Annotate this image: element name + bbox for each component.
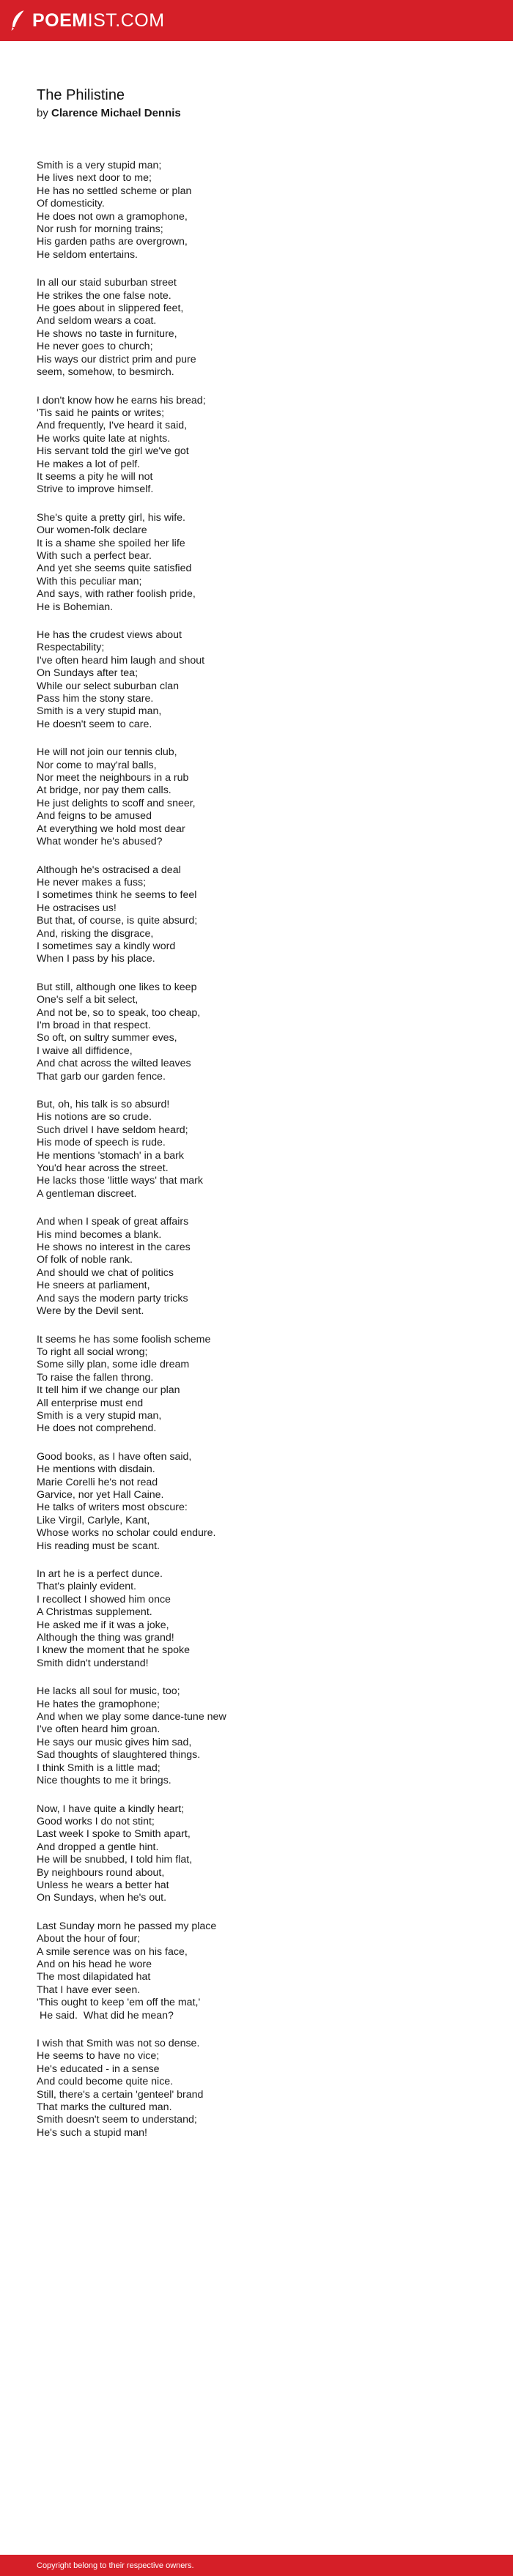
poem-line: Although he's ostracised a deal (37, 864, 181, 876)
stanza (37, 1803, 476, 1905)
author-link[interactable]: Clarence Michael Dennis (51, 107, 181, 119)
poem-line: 'Tis said he paints or writes; (37, 407, 165, 419)
poem-line: Some silly plan, some idle dream (37, 1359, 190, 1371)
poem-line: He lives next door to me; (37, 172, 152, 185)
poem-line: To right all social wrong; (37, 1345, 148, 1358)
poem-line: It tell him if we change our plan (37, 1384, 180, 1397)
logo-text-strong: POEM (32, 10, 88, 31)
poem-line: He has no settled scheme or plan (37, 185, 192, 197)
stanza (37, 1216, 476, 1318)
stanza (37, 1920, 476, 2022)
poem-line: One's self a bit select, (37, 994, 139, 1006)
poem-line: He goes about in slippered feet, (37, 302, 184, 315)
poem-line: Nor meet the neighbours in a rub (37, 772, 189, 784)
poem-title: The Philistine (37, 87, 125, 103)
poem-line: About the hour of four; (37, 1933, 141, 1945)
poem-line: He has the crudest views about (37, 629, 182, 641)
poem-line: He never makes a fuss; (37, 876, 147, 888)
poem-line: He never goes to church; (37, 341, 153, 353)
poem-line: I've often heard him groan. (37, 1723, 160, 1736)
poem-line: He lacks those 'little ways' that mark (37, 1175, 203, 1187)
poem-line: Still, there's a certain 'genteel' brand (37, 2088, 204, 2101)
poem-line: He doesn't seem to care. (37, 718, 152, 730)
poem-line: Smith didn't understand! (37, 1657, 149, 1669)
byline-prefix: by (37, 107, 48, 119)
poem-line: Last Sunday morn he passed my place (37, 1920, 217, 1932)
poem-line: He does not comprehend. (37, 1422, 157, 1435)
poem-line: What wonder he's abused? (37, 836, 163, 848)
poem-line: Were by the Devil sent. (37, 1305, 144, 1318)
poem-line: His mode of speech is rude. (37, 1137, 166, 1149)
poem-line: A Christmas supplement. (37, 1606, 152, 1619)
poem-line: Nice thoughts to me it brings. (37, 1775, 171, 1787)
stanza (37, 981, 476, 1083)
poem-line: I knew the moment that he spoke (37, 1644, 190, 1657)
poem-line: He sneers at parliament, (37, 1280, 150, 1292)
poem-line: I've often heard him laugh and shout (37, 654, 205, 667)
poem-body (37, 160, 476, 2155)
poem-line: With this peculiar man; (37, 575, 142, 587)
poem-line: A smile serence was on his face, (37, 1945, 188, 1958)
stanza (37, 2038, 476, 2139)
poem-line: And when we play some dance-tune new (37, 1711, 226, 1723)
poem-line: At bridge, nor pay them calls. (37, 784, 171, 797)
poem-line: His notions are so crude. (37, 1111, 152, 1124)
poem-line: He lacks all soul for music, too; (37, 1685, 180, 1698)
poem-line: Smith doesn't seem to understand; (37, 2114, 197, 2126)
poem-line: I recollect I showed him once (37, 1593, 171, 1606)
poem-line: That marks the cultured man. (37, 2101, 172, 2114)
poem-line: He will not join our tennis club, (37, 746, 177, 759)
poem-line: He seems to have no vice; (37, 2050, 160, 2063)
poem-line: She's quite a pretty girl, his wife. (37, 511, 186, 524)
poem-line: So oft, on sultry summer eves, (37, 1032, 177, 1044)
quill-pen-icon (10, 10, 26, 31)
poem-line: He talks of writers most obscure: (37, 1502, 188, 1514)
poem-line: Smith is a very stupid man, (37, 705, 162, 718)
poem-line: His garden paths are overgrown, (37, 236, 188, 248)
poem-line: You'd hear across the street. (37, 1162, 169, 1175)
poem-line: He's educated - in a sense (37, 2063, 160, 2075)
poem-line: Pass him the stony stare. (37, 693, 154, 705)
poem-line: He mentions with disdain. (37, 1463, 155, 1476)
poem-line: He said. What did he mean? (37, 2009, 174, 2022)
poem-line: Although the thing was grand! (37, 1632, 174, 1644)
poem-line: His mind becomes a blank. (37, 1228, 162, 1241)
poem-line: Last week I spoke to Smith apart, (37, 1828, 191, 1841)
poem-line: His ways our district prim and pure (37, 353, 196, 365)
poem-line: In all our staid suburban street (37, 277, 177, 289)
poem-line: Nor come to may'ral balls, (37, 759, 157, 771)
poem-line: He mentions 'stomach' in a bark (37, 1149, 184, 1162)
poem-line: Good works I do not stint; (37, 1815, 155, 1827)
site-header (0, 0, 513, 41)
poem-line: And on his head he wore (37, 1958, 152, 1970)
poem-line: But that, of course, is quite absurd; (37, 915, 198, 927)
poem-line: And yet she seems quite satisfied (37, 563, 192, 575)
poem-line: And when I speak of great affairs (37, 1216, 189, 1228)
stanza (37, 512, 476, 614)
poem-line: It seems he has some foolish scheme (37, 1333, 211, 1345)
poem-line: It seems a pity he will not (37, 470, 153, 483)
poem-line: And says, with rather foolish pride, (37, 588, 196, 601)
poem-line: Of folk of noble rank. (37, 1254, 133, 1266)
poem-line: On Sundays, when he's out. (37, 1892, 167, 1904)
poem-line: Good books, as I have often said, (37, 1450, 192, 1463)
poem-line: Now, I have quite a kindly heart; (37, 1803, 185, 1815)
poem-line: Respectability; (37, 642, 105, 654)
poem-line: All enterprise must end (37, 1397, 144, 1409)
poem-line: A gentleman discreet. (37, 1187, 137, 1200)
stanza (37, 395, 476, 497)
poem-line: Whose works no scholar could endure. (37, 1527, 216, 1540)
poem-line: Smith is a very stupid man, (37, 1409, 162, 1422)
poem-line: I sometimes think he seems to feel (37, 889, 197, 902)
poem-line: Such drivel I have seldom heard; (37, 1124, 188, 1136)
poem-line: 'This ought to keep 'em off the mat,' (37, 1997, 201, 2009)
stanza (37, 277, 476, 379)
poem-heading (37, 86, 476, 120)
logo-text-light: IST.COM (87, 10, 165, 31)
poem-line: He shows no taste in furniture, (37, 327, 177, 340)
poem-line: seem, somehow, to besmirch. (37, 366, 174, 379)
copyright-text: Copyright belong to their respective owners. (37, 2561, 194, 2570)
stanza (37, 629, 476, 731)
poem-line: And frequently, I've heard it said, (37, 420, 188, 432)
stanza (37, 1099, 476, 1200)
poem-line: Garvice, nor yet Hall Caine. (37, 1488, 164, 1501)
poem-line: And chat across the wilted leaves (37, 1058, 191, 1070)
poem-line: He seldom entertains. (37, 248, 139, 261)
site-footer (0, 2555, 513, 2576)
poem-line: With such a perfect bear. (37, 549, 152, 562)
poem-line: It is a shame she spoiled her life (37, 537, 185, 549)
poem-line: He makes a lot of pelf. (37, 458, 141, 470)
poem-line: I don't know how he earns his bread; (37, 394, 206, 407)
stanza (37, 864, 476, 966)
poem-line: I sometimes say a kindly word (37, 940, 176, 952)
poem-line: He will be snubbed, I told him flat, (37, 1854, 193, 1866)
poem-line: The most dilapidated hat (37, 1971, 151, 1983)
poem-line: That I have ever seen. (37, 1983, 141, 1996)
poem-line: His reading must be scant. (37, 1540, 160, 1552)
poem-line: He says our music gives him sad, (37, 1736, 192, 1748)
poem-line: He ostracises us! (37, 902, 117, 914)
logo-wordmark (32, 10, 165, 31)
poem-line: He strikes the one false note. (37, 289, 171, 302)
poem-line: And not be, so to speak, too cheap, (37, 1006, 201, 1019)
site-logo[interactable] (10, 10, 165, 31)
poem-line: At everything we hold most dear (37, 823, 185, 835)
poem-line: He is Bohemian. (37, 601, 114, 613)
stanza (37, 1451, 476, 1553)
poem-line: Sad thoughts of slaughtered things. (37, 1749, 201, 1762)
stanza (37, 1568, 476, 1670)
poem-line: He works quite late at nights. (37, 432, 171, 445)
poem-line: But still, although one likes to keep (37, 981, 197, 993)
poem-line: Like Virgil, Carlyle, Kant, (37, 1514, 150, 1526)
poem-line: And feigns to be amused (37, 810, 152, 823)
poem-line: I think Smith is a little mad; (37, 1762, 160, 1774)
poem-line: I waive all diffidence, (37, 1044, 133, 1057)
poem-line: Unless he wears a better hat (37, 1879, 169, 1891)
poem-line: He shows no interest in the cares (37, 1241, 191, 1254)
poem-line: Our women-folk declare (37, 524, 147, 537)
stanza (37, 746, 476, 848)
poem-line: Strive to improve himself. (37, 483, 154, 496)
poem-line: But, oh, his talk is so absurd! (37, 1099, 170, 1110)
poem-line: And could become quite nice. (37, 2076, 174, 2088)
stanza (37, 1685, 476, 1787)
poem-line: Marie Corelli he's not read (37, 1476, 158, 1488)
stanza (37, 1334, 476, 1436)
poem-line: While our select suburban clan (37, 680, 179, 692)
poem-line: Nor rush for morning trains; (37, 223, 163, 236)
poem-line: Smith is a very stupid man; (37, 160, 162, 171)
poem-line: He asked me if it was a joke, (37, 1619, 169, 1631)
stanza (37, 160, 476, 261)
poem-line: That garb our garden fence. (37, 1070, 166, 1083)
poem-line: And seldom wears a coat. (37, 315, 157, 327)
poem-line: By neighbours round about, (37, 1866, 165, 1879)
poem-line: He just delights to scoff and sneer, (37, 797, 196, 809)
byline (37, 107, 476, 120)
poem-line: And, risking the disgrace, (37, 927, 154, 940)
poem-line: He's such a stupid man! (37, 2126, 147, 2139)
poem-line: And says the modern party tricks (37, 1292, 188, 1304)
poem-line: On Sundays after tea; (37, 667, 139, 680)
poem-line: When I pass by his place. (37, 953, 155, 965)
poem-line: To raise the fallen throng. (37, 1371, 154, 1384)
poem-line: His servant told the girl we've got (37, 445, 189, 458)
poem-line: In art he is a perfect dunce. (37, 1568, 163, 1580)
poem-line: I wish that Smith was not so dense. (37, 2038, 200, 2049)
poem-line: Of domesticity. (37, 198, 105, 210)
poem-line: He hates the gramophone; (37, 1698, 160, 1710)
poem-line: I'm broad in that respect. (37, 1019, 151, 1031)
poem-line: And should we chat of politics (37, 1266, 174, 1279)
poem-line: And dropped a gentle hint. (37, 1841, 159, 1853)
poem-line: He does not own a gramophone, (37, 210, 188, 223)
poem-line: That's plainly evident. (37, 1581, 136, 1593)
